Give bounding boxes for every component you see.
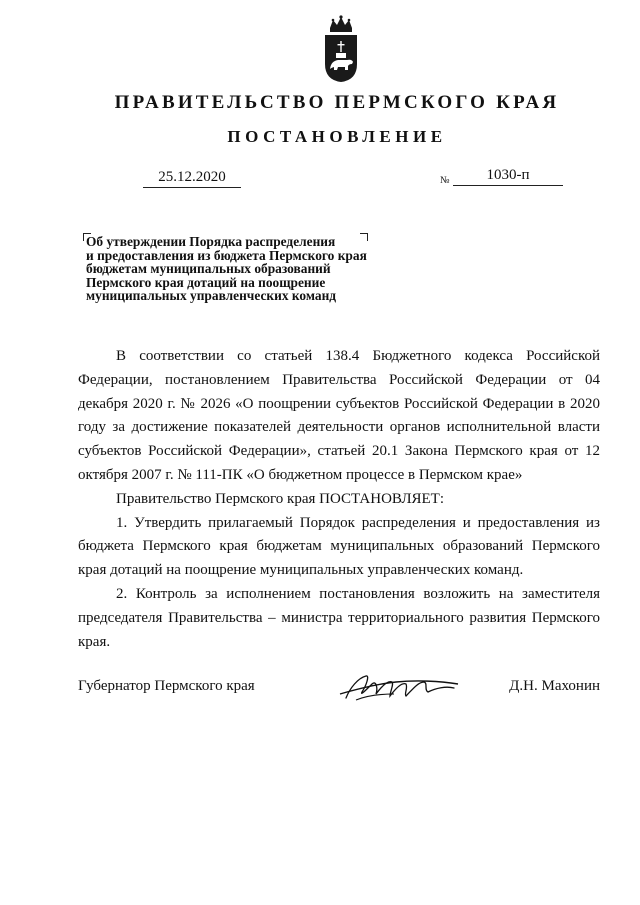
subject-line: Пермского края дотаций на поощрение — [86, 274, 326, 290]
signatory-title: Губернатор Пермского края — [78, 678, 255, 694]
subject-line: бюджетам муниципальных образований — [86, 261, 331, 277]
government-title: ПРАВИТЕЛЬСТВО ПЕРМСКОГО КРАЯ — [114, 92, 560, 113]
document-type: ПОСТАНОВЛЕНИЕ — [227, 127, 447, 146]
body-paragraph-item-1: 1. Утвердить прилагаемый Порядок распределения и предоставления из бюджета Пермского края бюджетам муниципальных образований Пермского края дотаций на поощрение муниципальных управленческих команд. — [78, 514, 600, 579]
number-label: № — [440, 175, 450, 186]
handwritten-signature-icon — [336, 670, 462, 704]
subject-line: и предоставления из бюджета Пермского края — [86, 247, 367, 263]
document-subject — [86, 235, 426, 303]
document-date: 25.12.2020 — [143, 168, 241, 188]
body-paragraph-resolves: Правительство Пермского края ПОСТАНОВЛЯЕТ: — [116, 490, 445, 507]
subject-line: муниципальных управленческих команд — [86, 288, 337, 304]
document-body — [78, 345, 600, 654]
signature-block — [78, 676, 600, 716]
subject-line: Об утверждении Порядка распределения — [86, 234, 336, 249]
coat-of-arms-icon — [321, 14, 361, 84]
signatory-name: Д.Н. Махонин — [509, 678, 600, 694]
document-number: 1030-п — [453, 166, 563, 186]
body-paragraph-preamble: В соответствии со статьей 138.4 Бюджетного кодекса Российской Федерации, постановлением Правительства Российской Федерации от 04 декабря 2020 г. № 2026 «О поощрении субъектов Российской Федерации в 2020 году за достижение показателей деятельности органов исполнительной власти субъектов Российской Федерации», статьей 20.1 Закона Пермского края от 12 октября 2007 г. № 111-ПК «О бюджетном процессе в Пермском крае» — [78, 348, 600, 483]
body-paragraph-item-2: 2. Контроль за исполнением постановления возложить на заместителя председателя Правительства – министра территориального развития Пермского края. — [78, 585, 600, 650]
